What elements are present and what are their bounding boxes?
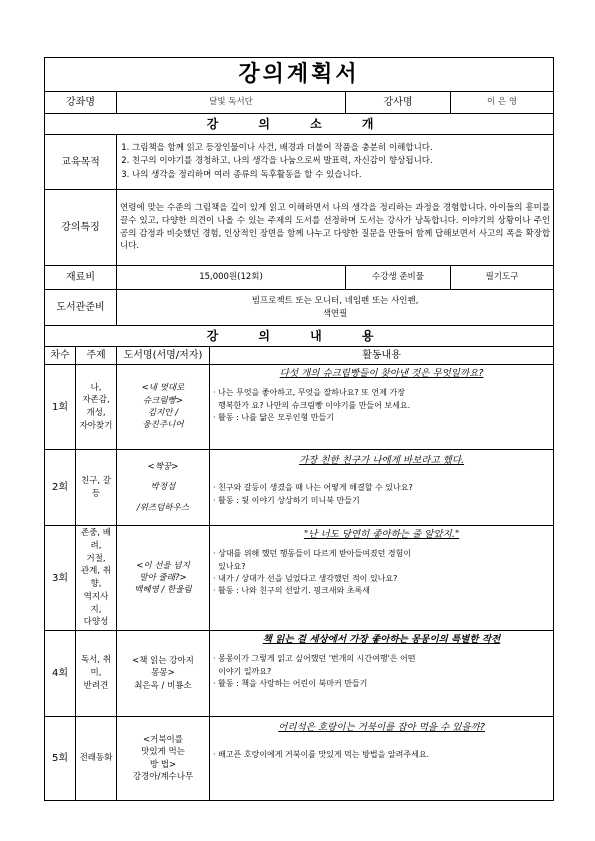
session-activity — [210, 631, 554, 717]
goal-item: 1. 그림책을 함께 읽고 등장인물이나 사건, 배경과 더불어 작품을 충분히 이해합니다. — [132, 142, 550, 155]
fee-label: 재료비 — [45, 266, 117, 290]
topic-line: 역지사지, — [83, 591, 109, 615]
course-value: 달빛 독서단 — [117, 92, 346, 114]
book-line: 백혜영 / 한울림 — [134, 585, 192, 596]
library-prep-line: 빔프로젝트 또는 모니터, 네임펜 또는 사인펜, — [251, 295, 419, 306]
column-header-book: 도서명(서명/저자) — [117, 347, 210, 365]
column-header-topic: 주제 — [76, 347, 117, 365]
course-label: 강좌명 — [45, 92, 117, 114]
activity-bullet: · 친구와 갈등이 생겼을 때 나는 어떻게 해결할 수 있나요? — [213, 483, 413, 493]
session-book — [117, 717, 210, 801]
activity-headline: "난 너도 당연히 좋아하는 줄 알았지." — [303, 529, 460, 540]
activity-headline: 어리석은 호랑이는 거북이를 잡아 먹을 수 있을까? — [278, 722, 485, 733]
features-text: 연령에 맞는 수준의 그림책을 깊이 있게 읽고 이해하면서 나의 생각을 정리하는 과정을 경험합니다. 아이들의 흥미를 끌수 있고, 다양한 의견이 나올 수 있는 주제의 도서를 선정하며 도서는 강사가 낭독합니다. 이야기의 상황이나 주인공의 감정과 비슷했던 경험, 인상적인 장면을 함께 나누고 다양한 질문을 만들어 함께 답해보면서 사고의 폭을 확장합니다. — [117, 190, 554, 266]
book-line: 맛있게 먹는 — [141, 747, 185, 758]
topic-line: 거절, — [86, 553, 106, 564]
session-topic — [76, 717, 117, 801]
activity-bullet: · 활동 : 나와 친구의 선알기. 핑크새와 초록새 — [213, 586, 370, 596]
instructor-label: 강사명 — [346, 92, 451, 114]
session-topic — [76, 631, 117, 717]
book-line: 방 법> — [149, 759, 177, 770]
activity-bullet: · 배고픈 호랑이에게 거북이를 맛있게 먹는 방법을 알려주세요. — [213, 750, 430, 760]
topic-line: 다양성 — [83, 617, 109, 628]
book-line: <짝꿍> — [147, 462, 179, 473]
activity-bullet: · 나는 무엇을 좋아하고, 무엇을 잘하나요? 또 언제 가장 — [213, 388, 405, 398]
session-row — [45, 631, 554, 717]
session-book — [117, 631, 210, 717]
session-topic — [76, 526, 117, 631]
book-line: 웅진주니어 — [142, 420, 184, 431]
topic-line: 존중, 배려, — [80, 528, 112, 551]
book-line: /위즈덤하우스 — [136, 502, 190, 513]
book-line: 김지안 / — [147, 408, 179, 418]
library-prep-label: 도서관준비 — [45, 290, 117, 326]
goals-label: 교육목적 — [45, 135, 117, 190]
topic-line: 자아찾기 — [79, 420, 113, 431]
session-topic — [76, 365, 117, 450]
activity-headline: 책 읽는 걸 세상에서 가장 좋아하는 몽몽이의 특별한 작전 — [262, 634, 501, 645]
supplies-label: 수강생 준비물 — [346, 266, 451, 290]
column-header-activity: 활동내용 — [210, 347, 554, 365]
lesson-plan-document — [44, 57, 553, 801]
activity-bullet: · 활동 : 책을 사랑하는 어린이 북마커 만들기 — [213, 679, 368, 689]
session-number: 5회 — [45, 717, 76, 801]
library-prep-value — [117, 290, 554, 326]
supplies-value: 필기도구 — [451, 266, 554, 290]
library-prep-line: 색연필 — [322, 308, 348, 319]
activity-headline: 다섯 개의 슈크림빵들이 찾아낸 것은 무엇일까요? — [279, 368, 484, 379]
content-section-header: 강 의 내 용 — [45, 326, 554, 347]
topic-line: 관계, 취향, — [80, 566, 112, 589]
session-activity — [210, 526, 554, 631]
intro-section-header: 강 의 소 개 — [45, 114, 554, 135]
activity-headline: 가장 친한 친구가 나에게 바보라고 했다. — [299, 455, 465, 466]
session-row — [45, 450, 554, 526]
activity-bullet: 행복한가 요? 나만의 슈크림빵 이야기를 만들어 보세요. — [213, 400, 411, 410]
session-activity — [210, 450, 554, 526]
activity-bullet: · 활동 : 나를 닮은 모루인형 만들기 — [213, 413, 334, 423]
goals-list — [117, 135, 554, 190]
topic-line: 전래동화 — [79, 753, 113, 764]
session-number: 2회 — [45, 450, 76, 526]
topic-line: 자존감, — [82, 395, 110, 406]
goal-item: 3. 나의 생각을 정리하며 여러 종류의 독후활동을 할 수 있습니다. — [132, 169, 550, 182]
session-number: 4회 — [45, 631, 76, 717]
instructor-value: 이 은 영 — [451, 92, 554, 114]
session-activity — [210, 717, 554, 801]
book-line: <내 멋대로 — [141, 383, 185, 394]
session-book — [117, 365, 210, 450]
session-book — [117, 526, 210, 631]
goal-item: 2. 친구의 이야기를 경청하고, 나의 생각을 나눔으로써 발표력, 자신감이 향상됩니다. — [132, 155, 550, 168]
session-number: 1회 — [45, 365, 76, 450]
topic-line: 반려견 — [83, 680, 109, 691]
book-line: <책 읽는 강아지 — [132, 656, 194, 667]
features-label: 강의특징 — [45, 190, 117, 266]
activity-bullet: 있나요? — [213, 561, 246, 571]
topic-line: 독서, 취미, — [80, 655, 112, 679]
book-line: 박정섭 — [150, 482, 176, 493]
activity-bullet: · 내가 / 상대가 선을 넘었다고 생각했던 적이 있나요? — [213, 574, 398, 584]
session-number: 3회 — [45, 526, 76, 631]
book-line: 강경아/계수나무 — [132, 771, 194, 782]
topic-line: 개성, — [86, 408, 106, 418]
book-line: 몽몽> — [151, 668, 175, 679]
lesson-plan-table — [44, 57, 554, 801]
session-row — [45, 365, 554, 450]
column-header-session: 차수 — [45, 347, 76, 365]
activity-bullet: 이야기 일까요? — [213, 666, 272, 676]
topic-line: 친구, 갈등 — [80, 475, 112, 499]
session-book — [117, 450, 210, 526]
book-line: 슈크림빵> — [143, 395, 183, 406]
session-topic — [76, 450, 117, 526]
book-line: 최은옥 / 비룡소 — [134, 680, 192, 691]
session-row — [45, 526, 554, 631]
book-line: <이 선을 넘지 — [136, 560, 190, 571]
session-row — [45, 717, 554, 801]
book-line: <거북이를 — [143, 734, 183, 745]
topic-line: 나, — [90, 382, 102, 393]
fee-value: 15,000원(12회) — [117, 266, 346, 290]
document-title: 강의계획서 — [45, 58, 554, 92]
activity-bullet: · 활동 : 뒷 이야기 상상하기 미니북 만들기 — [213, 495, 360, 505]
session-activity — [210, 365, 554, 450]
activity-bullet: · 상대를 위해 했던 행동들이 다르게 받아들여졌던 경험이 — [213, 549, 412, 559]
activity-bullet: · 몽몽이가 그렇게 읽고 싶어했던 '번개의 시간여행'은 어떤 — [213, 654, 416, 664]
book-line: 말아 줄래?> — [139, 572, 187, 583]
